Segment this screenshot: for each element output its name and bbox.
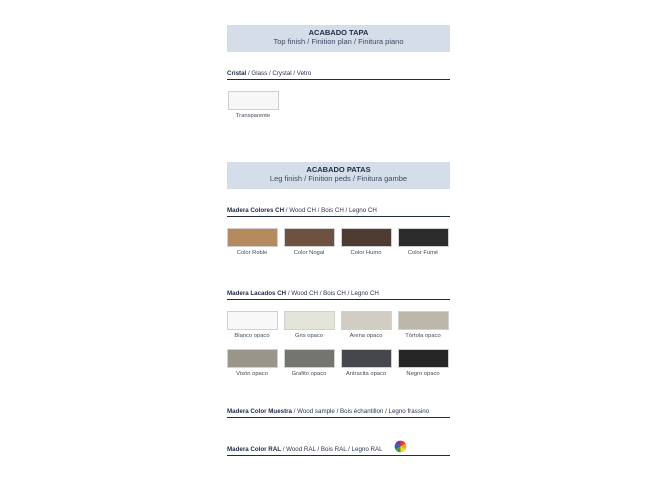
section-title-bold: Madera Colores CH: [227, 207, 285, 214]
top-finish-banner: [227, 25, 450, 52]
section-title-rest: / Wood RAL / Bois RAL / Legno RAL: [280, 446, 383, 453]
section-title-bold: Cristal: [227, 70, 247, 77]
top-finish-subheading: Top finish / Finition plan / Finitura piano: [273, 37, 404, 46]
swatch-label: Visón opaco: [236, 371, 268, 377]
swatch-label: Negro opaco: [406, 371, 440, 377]
section-title-madera-colores: [227, 207, 450, 215]
swatch-negro-opaco[interactable]: [398, 349, 449, 368]
swatch-label: Tórtola opaco: [405, 333, 441, 339]
swatch-label: Gris opaco: [294, 333, 324, 339]
swatch-blanco-opaco[interactable]: [227, 311, 278, 330]
section-title-madera-lacados: [227, 290, 450, 298]
swatch-label: Color Nogal: [293, 250, 325, 256]
section-divider: [227, 216, 450, 217]
swatch-label: Color Roble: [236, 250, 268, 256]
leg-finish-banner: [227, 162, 450, 189]
swatch-transparente[interactable]: [228, 91, 279, 110]
section-divider: [227, 417, 450, 418]
swatch-label: Transparente: [235, 113, 271, 119]
swatch-gris-opaco[interactable]: [284, 311, 335, 330]
swatch-label: Antracita opaco: [345, 371, 387, 377]
section-divider: [227, 299, 450, 300]
swatch-color-humo[interactable]: [341, 228, 392, 247]
swatch-vison-opaco[interactable]: [227, 349, 278, 368]
swatch-tortola-opaco[interactable]: [398, 311, 449, 330]
section-title-rest: / Wood CH / Bois CH / Legno CH: [284, 207, 377, 214]
section-title-rest: / Wood sample / Bois échantillon / Legno frassino: [291, 408, 430, 415]
swatch-grafito-opaco[interactable]: [284, 349, 335, 368]
section-title-bold: Madera Color RAL: [227, 446, 281, 453]
leg-finish-heading: ACABADO PATAS: [306, 165, 371, 174]
section-title-rest: / Wood CH / Bois CH / Legno CH: [286, 290, 379, 297]
swatch-color-fume[interactable]: [398, 228, 449, 247]
section-title-bold: Madera Color Muestra: [227, 408, 292, 415]
section-divider: [227, 79, 450, 80]
section-title-rest: / Glass / Crystal / Vetro: [246, 70, 312, 77]
section-title-madera-ral: [227, 446, 450, 454]
leg-finish-subheading: Leg finish / Finition peds / Finitura gambe: [269, 174, 408, 183]
swatch-color-roble[interactable]: [227, 228, 278, 247]
swatch-antracita-opaco[interactable]: [341, 349, 392, 368]
section-title-bold: Madera Lacados CH: [227, 290, 287, 297]
swatch-label: Arena opaco: [349, 333, 383, 339]
section-divider: [227, 455, 450, 456]
section-title-cristal: [227, 70, 450, 78]
color-wheel-icon: [394, 440, 407, 453]
swatch-label: Blanco opaco: [234, 333, 270, 339]
swatch-arena-opaco[interactable]: [341, 311, 392, 330]
top-finish-heading: ACABADO TAPA: [308, 28, 369, 37]
swatch-color-nogal[interactable]: [284, 228, 335, 247]
section-title-madera-muestra: [227, 408, 450, 416]
swatch-label: Color Humo: [350, 250, 382, 256]
swatch-label: Color Fumé: [407, 250, 439, 256]
swatch-label: Grafito opaco: [291, 371, 327, 377]
